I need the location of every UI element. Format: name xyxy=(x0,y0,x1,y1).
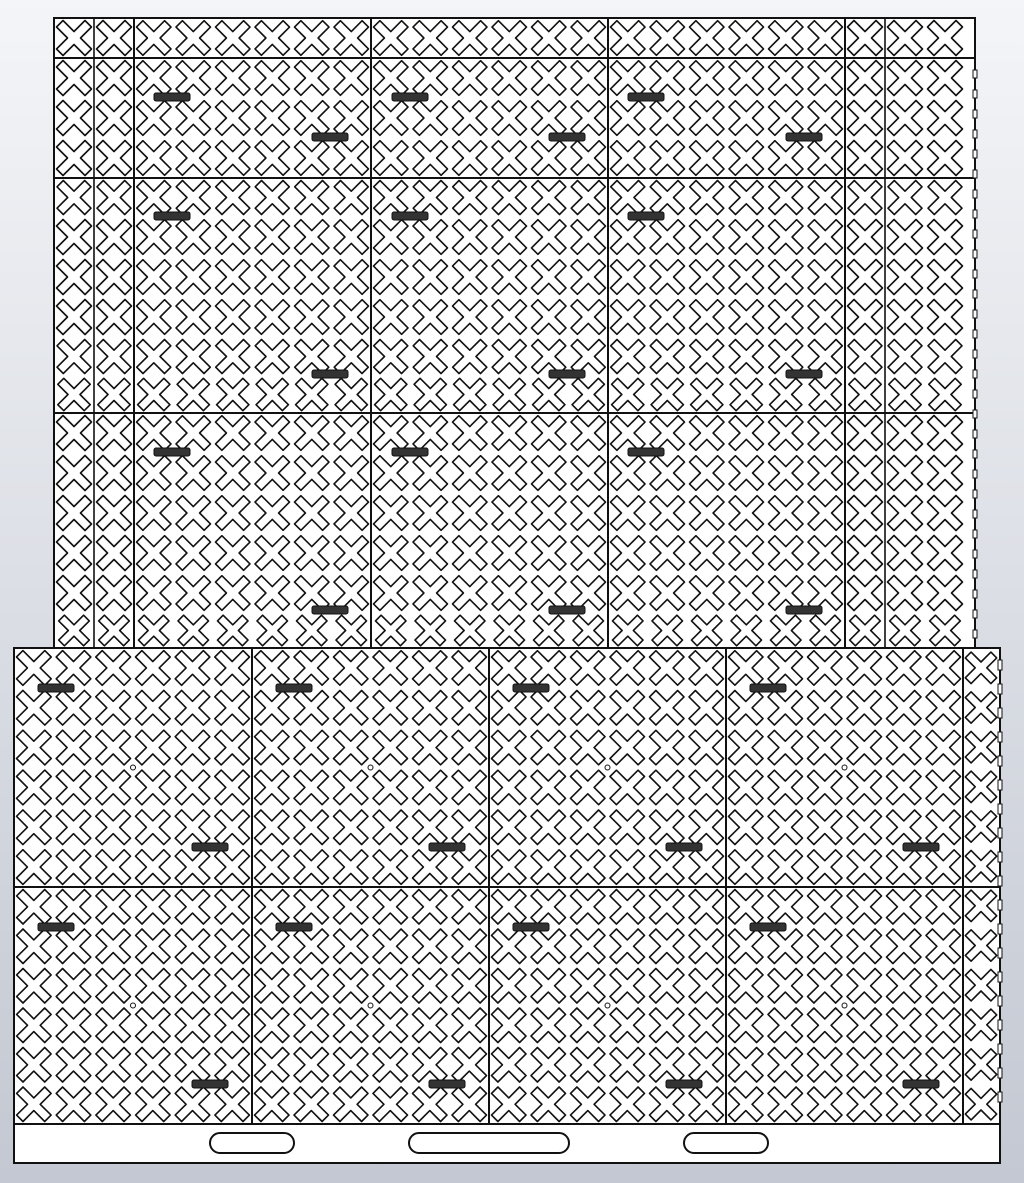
edge-tab xyxy=(998,1020,1002,1030)
edge-tab xyxy=(973,410,977,418)
edge-tab xyxy=(973,550,977,558)
connector-clip-icon xyxy=(276,684,312,692)
panel-center-hole xyxy=(368,1003,373,1008)
connector-clip-icon xyxy=(192,1080,228,1088)
connector-clip-icon xyxy=(513,684,549,692)
connector-clip-icon xyxy=(750,684,786,692)
connector-clip-icon xyxy=(666,1080,702,1088)
connector-clip-icon xyxy=(628,212,664,220)
edge-tab xyxy=(998,660,1002,670)
edge-tab xyxy=(973,490,977,498)
edge-tab xyxy=(973,430,977,438)
edge-tab xyxy=(973,170,977,178)
connector-clip-icon xyxy=(38,923,74,931)
edge-tab xyxy=(998,708,1002,718)
connector-clip-icon xyxy=(38,684,74,692)
edge-tab xyxy=(973,90,977,98)
connector-clip-icon xyxy=(392,93,428,101)
panel-center-hole xyxy=(842,1003,847,1008)
edge-tab xyxy=(973,570,977,578)
connector-clip-icon xyxy=(903,1080,939,1088)
connector-clip-icon xyxy=(154,212,190,220)
edge-tab xyxy=(973,250,977,258)
panel-center-hole xyxy=(368,765,373,770)
edge-tab xyxy=(998,924,1002,934)
connector-clip-icon xyxy=(276,923,312,931)
edge-tab xyxy=(998,732,1002,742)
connector-clip-icon xyxy=(549,606,585,614)
connector-clip-icon xyxy=(750,923,786,931)
edge-tab xyxy=(973,390,977,398)
edge-tab xyxy=(998,756,1002,766)
edge-tab xyxy=(973,610,977,618)
connector-clip-icon xyxy=(786,370,822,378)
panel-center-hole xyxy=(131,765,136,770)
connector-clip-icon xyxy=(312,133,348,141)
edge-tab xyxy=(973,370,977,378)
edge-tab xyxy=(998,948,1002,958)
edge-tab xyxy=(973,150,977,158)
connector-clip-icon xyxy=(666,843,702,851)
edge-tab xyxy=(998,828,1002,838)
edge-tab xyxy=(973,130,977,138)
edge-tab xyxy=(973,630,977,638)
connector-clip-icon xyxy=(549,370,585,378)
edge-tab xyxy=(973,190,977,198)
connector-clip-icon xyxy=(549,133,585,141)
connector-clip-icon xyxy=(192,843,228,851)
edge-tab xyxy=(998,972,1002,982)
edge-tab xyxy=(973,230,977,238)
connector-clip-icon xyxy=(628,448,664,456)
connector-clip-icon xyxy=(429,843,465,851)
edge-tab xyxy=(998,684,1002,694)
edge-tab xyxy=(998,900,1002,910)
panel-center-hole xyxy=(842,765,847,770)
connector-clip-icon xyxy=(628,93,664,101)
edge-tab xyxy=(973,310,977,318)
connector-clip-icon xyxy=(154,93,190,101)
edge-tab xyxy=(973,290,977,298)
connector-clip-icon xyxy=(786,606,822,614)
edge-tab xyxy=(998,1092,1002,1102)
connector-clip-icon xyxy=(154,448,190,456)
connector-clip-icon xyxy=(513,923,549,931)
edge-tab xyxy=(973,110,977,118)
connector-clip-icon xyxy=(786,133,822,141)
edge-tab xyxy=(973,210,977,218)
edge-tab xyxy=(973,450,977,458)
edge-tab xyxy=(998,852,1002,862)
edge-tab xyxy=(973,470,977,478)
edge-tab xyxy=(998,1068,1002,1078)
edge-tab xyxy=(998,804,1002,814)
edge-tab xyxy=(973,350,977,358)
edge-tab xyxy=(998,876,1002,886)
panel-center-hole xyxy=(605,765,610,770)
edge-tab xyxy=(998,996,1002,1006)
connector-clip-icon xyxy=(392,448,428,456)
connector-clip-icon xyxy=(429,1080,465,1088)
edge-tab xyxy=(973,270,977,278)
handle-slot-icon xyxy=(684,1133,768,1153)
panel-center-hole xyxy=(131,1003,136,1008)
edge-tab xyxy=(973,530,977,538)
edge-tab xyxy=(973,70,977,78)
connector-clip-icon xyxy=(392,212,428,220)
handle-slot-icon xyxy=(409,1133,569,1153)
edge-tab xyxy=(973,330,977,338)
edge-tab xyxy=(973,590,977,598)
edge-tab xyxy=(998,1044,1002,1054)
handle-slot-icon xyxy=(210,1133,294,1153)
edge-tab xyxy=(973,510,977,518)
connector-clip-icon xyxy=(903,843,939,851)
connector-clip-icon xyxy=(312,370,348,378)
panel-center-hole xyxy=(605,1003,610,1008)
edge-tab xyxy=(998,780,1002,790)
connector-clip-icon xyxy=(312,606,348,614)
